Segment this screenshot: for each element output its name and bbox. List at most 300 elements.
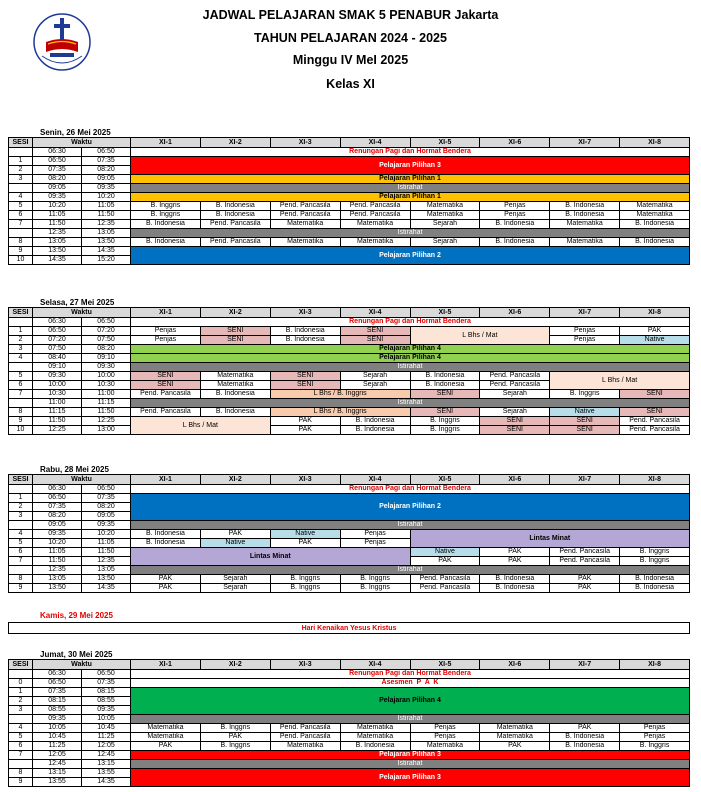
cell-subject: L Bhs / Mat — [131, 417, 271, 435]
cell-subject: SENI — [340, 336, 410, 345]
cell-start: 09:30 — [33, 372, 82, 381]
cell-start: 11:50 — [33, 557, 82, 566]
cell-subject: Native — [270, 530, 340, 539]
cell-start: 07:35 — [33, 503, 82, 512]
cell-end: 08:20 — [82, 166, 131, 175]
cell-subject: B. Inggris — [131, 211, 201, 220]
cell-subject: B. Indonesia — [620, 238, 690, 247]
cell-end: 09:05 — [82, 512, 131, 521]
cell-subject: B. Inggris — [410, 417, 480, 426]
cell-subject: Penjas — [131, 327, 201, 336]
cell-span: Pelajaran Pilihan 3 — [131, 157, 690, 175]
cell-end: 11:00 — [82, 390, 131, 399]
cell-start: 06:30 — [33, 485, 82, 494]
col-class: XI-6 — [480, 138, 550, 148]
cell-subject: SENI — [480, 417, 550, 426]
cell-subject: B. Inggris — [550, 390, 620, 399]
cell-subject: B. Indonesia — [200, 202, 270, 211]
cell-end: 08:20 — [82, 345, 131, 354]
cell-span: Renungan Pagi dan Hormat Bendera — [131, 318, 690, 327]
col-sesi: SESI — [9, 660, 33, 670]
cell-sesi — [9, 566, 33, 575]
cell-start: 10:05 — [33, 724, 82, 733]
col-class: XI-2 — [200, 475, 270, 485]
cell-start: 08:55 — [33, 706, 82, 715]
cell-end: 09:35 — [82, 706, 131, 715]
table-row — [9, 318, 690, 327]
cell-start: 11:05 — [33, 548, 82, 557]
cell-sesi: 2 — [9, 336, 33, 345]
cell-end: 12:45 — [82, 751, 131, 760]
cell-subject: SENI — [410, 390, 480, 399]
cell-span: Renungan Pagi dan Hormat Bendera — [131, 485, 690, 494]
cell-subject: B. Indonesia — [550, 733, 620, 742]
col-sesi: SESI — [9, 475, 33, 485]
cell-start: 07:20 — [33, 336, 82, 345]
col-waktu: Waktu — [33, 475, 131, 485]
col-class: XI-1 — [131, 660, 201, 670]
cell-sesi: 1 — [9, 494, 33, 503]
cell-subject: Matematika — [550, 238, 620, 247]
cell-subject: SENI — [550, 417, 620, 426]
col-class: XI-2 — [200, 308, 270, 318]
cell-sesi — [9, 485, 33, 494]
cell-span: Renungan Pagi dan Hormat Bendera — [131, 148, 690, 157]
cell-subject: Matematika — [550, 220, 620, 229]
title-year: TAHUN PELAJARAN 2024 - 2025 — [254, 31, 447, 45]
cell-end: 06:50 — [82, 670, 131, 679]
cell-subject: Matematika — [340, 220, 410, 229]
cell-subject: PAK — [550, 724, 620, 733]
table-row — [9, 670, 690, 679]
cell-span: Renungan Pagi dan Hormat Bendera — [131, 670, 690, 679]
cell-subject: Pend. Pancasila — [340, 202, 410, 211]
col-class: XI-7 — [550, 660, 620, 670]
table-row — [9, 390, 690, 399]
cell-start: 11:00 — [33, 399, 82, 408]
cell-subject: Native — [550, 408, 620, 417]
cell-sesi: 2 — [9, 697, 33, 706]
cell-end: 06:50 — [82, 148, 131, 157]
table-row — [9, 372, 690, 381]
cell-subject: B. Indonesia — [620, 584, 690, 593]
cell-start: 06:30 — [33, 318, 82, 327]
table-header — [9, 138, 690, 148]
cell-subject: SENI — [340, 327, 410, 336]
col-sesi: SESI — [9, 308, 33, 318]
col-class: XI-4 — [340, 308, 410, 318]
cell-subject: Matematika — [410, 742, 480, 751]
cell-subject: B. Indonesia — [340, 742, 410, 751]
cell-subject: Matematika — [270, 220, 340, 229]
cell-span: Istirahat — [131, 715, 690, 724]
cell-sesi: 7 — [9, 557, 33, 566]
cell-subject: Matematika — [200, 372, 270, 381]
table-row — [9, 327, 690, 336]
cell-subject: B. Inggris — [620, 548, 690, 557]
cell-span: Istirahat — [131, 566, 690, 575]
cell-subject: B. Indonesia — [131, 530, 201, 539]
table-row — [9, 202, 690, 211]
document-header — [0, 0, 701, 100]
table-row — [9, 760, 690, 769]
cell-end: 13:05 — [82, 229, 131, 238]
table-row — [9, 417, 690, 426]
cell-start: 10:45 — [33, 733, 82, 742]
table-row — [9, 247, 690, 256]
cell-sesi — [9, 521, 33, 530]
cell-start: 09:35 — [33, 193, 82, 202]
cell-subject: B. Indonesia — [340, 417, 410, 426]
cell-subject: PAK — [480, 742, 550, 751]
cell-subject: B. Indonesia — [200, 211, 270, 220]
cell-start: 10:30 — [33, 390, 82, 399]
table-row — [9, 494, 690, 503]
col-class: XI-8 — [620, 138, 690, 148]
cell-end: 10:05 — [82, 715, 131, 724]
col-class: XI-2 — [200, 660, 270, 670]
cell-sesi: 1 — [9, 157, 33, 166]
cell-end: 08:55 — [82, 697, 131, 706]
cell-start: 09:35 — [33, 530, 82, 539]
cell-subject: PAK — [550, 575, 620, 584]
cell-start: 06:50 — [33, 494, 82, 503]
cell-end: 09:35 — [82, 521, 131, 530]
cell-sesi: 5 — [9, 202, 33, 211]
col-class: XI-5 — [410, 138, 480, 148]
cell-subject: L Bhs / B. Inggris — [270, 408, 410, 417]
cell-sesi: 4 — [9, 530, 33, 539]
col-class: XI-8 — [620, 475, 690, 485]
col-class: XI-1 — [131, 308, 201, 318]
cell-sesi: 8 — [9, 238, 33, 247]
cell-subject: Native — [200, 539, 270, 548]
cell-span: Asesmen P A K — [131, 679, 690, 688]
cell-subject: L Bhs / Mat — [550, 372, 690, 390]
cell-subject: Sejarah — [340, 381, 410, 390]
cell-end: 07:35 — [82, 157, 131, 166]
table-header — [9, 475, 690, 485]
col-class: XI-4 — [340, 660, 410, 670]
col-class: XI-6 — [480, 475, 550, 485]
cell-end: 12:05 — [82, 742, 131, 751]
cell-sesi — [9, 148, 33, 157]
cell-subject: PAK — [620, 327, 690, 336]
cell-end: 14:35 — [82, 584, 131, 593]
cell-end: 10:00 — [82, 372, 131, 381]
table-row — [9, 751, 690, 760]
cell-subject: Matematika — [200, 381, 270, 390]
cell-subject: SENI — [200, 327, 270, 336]
col-class: XI-3 — [270, 138, 340, 148]
cell-subject: Pend. Pancasila — [131, 408, 201, 417]
table-row — [9, 733, 690, 742]
cell-end: 09:05 — [82, 175, 131, 184]
cell-subject: PAK — [270, 539, 340, 548]
cell-subject: B. Inggris — [340, 575, 410, 584]
cell-subject: PAK — [480, 548, 550, 557]
cell-sesi: 4 — [9, 354, 33, 363]
table-row — [9, 220, 690, 229]
col-class: XI-1 — [131, 475, 201, 485]
table-row — [9, 193, 690, 202]
col-waktu: Waktu — [33, 660, 131, 670]
cell-sesi: 1 — [9, 327, 33, 336]
cell-start: 13:50 — [33, 584, 82, 593]
cell-sesi: 9 — [9, 417, 33, 426]
cell-subject: Matematika — [270, 238, 340, 247]
table-row — [9, 148, 690, 157]
cell-subject: B. Indonesia — [550, 742, 620, 751]
cell-start: 09:35 — [33, 715, 82, 724]
cell-sesi: 8 — [9, 408, 33, 417]
table-row — [9, 575, 690, 584]
cell-subject: Lintas Minat — [131, 548, 411, 566]
cell-subject: PAK — [131, 575, 201, 584]
cell-subject: L Bhs / B. Inggris — [270, 390, 410, 399]
cell-subject: Matematika — [620, 211, 690, 220]
table-row — [9, 211, 690, 220]
cell-sesi: 7 — [9, 751, 33, 760]
cell-sesi: 6 — [9, 211, 33, 220]
cell-span: Pelajaran Pilihan 1 — [131, 193, 690, 202]
cell-start: 09:05 — [33, 521, 82, 530]
cell-sesi: 3 — [9, 512, 33, 521]
cell-subject: SENI — [200, 336, 270, 345]
table-row — [9, 229, 690, 238]
cell-subject: B. Inggris — [270, 575, 340, 584]
cell-subject: Penjas — [550, 327, 620, 336]
cell-sesi: 7 — [9, 390, 33, 399]
col-class: XI-3 — [270, 660, 340, 670]
schedule-rabu — [8, 474, 690, 593]
cell-start: 08:20 — [33, 175, 82, 184]
table-row — [9, 175, 690, 184]
cell-subject: Pend. Pancasila — [620, 426, 690, 435]
cell-subject: B. Indonesia — [620, 220, 690, 229]
cell-sesi: 5 — [9, 539, 33, 548]
col-class: XI-5 — [410, 308, 480, 318]
cell-sesi — [9, 715, 33, 724]
cell-span: Pelajaran Pilihan 2 — [131, 247, 690, 265]
table-row — [9, 742, 690, 751]
cell-end: 06:50 — [82, 318, 131, 327]
cell-subject: PAK — [270, 417, 340, 426]
cell-start: 06:30 — [33, 670, 82, 679]
cell-subject: SENI — [620, 408, 690, 417]
cell-start: 06:50 — [33, 327, 82, 336]
cell-subject: B. Indonesia — [200, 390, 270, 399]
cell-start: 13:50 — [33, 247, 82, 256]
cell-end: 13:00 — [82, 426, 131, 435]
cell-subject: B. Indonesia — [131, 220, 201, 229]
cell-subject: B. Inggris — [620, 557, 690, 566]
cell-subject: SENI — [410, 408, 480, 417]
title-school: JADWAL PELAJARAN SMAK 5 PENABUR Jakarta — [202, 8, 499, 22]
cell-subject: B. Indonesia — [480, 584, 550, 593]
col-class: XI-3 — [270, 308, 340, 318]
cell-subject: Lintas Minat — [410, 530, 690, 548]
cell-span: Istirahat — [131, 521, 690, 530]
cell-subject: L Bhs / Mat — [410, 327, 550, 345]
cell-subject: PAK — [270, 426, 340, 435]
cell-start: 10:20 — [33, 202, 82, 211]
cell-sesi: 3 — [9, 345, 33, 354]
cell-subject: SENI — [270, 381, 340, 390]
cell-start: 10:20 — [33, 539, 82, 548]
cell-sesi: 10 — [9, 426, 33, 435]
cell-end: 14:35 — [82, 778, 131, 787]
cell-end: 11:50 — [82, 211, 131, 220]
day-label-kamis: Kamis, 29 Mei 2025 — [40, 611, 113, 620]
cell-start: 14:35 — [33, 256, 82, 265]
cell-start: 12:05 — [33, 751, 82, 760]
cell-span: Pelajaran Pilihan 2 — [131, 494, 690, 521]
cell-subject: B. Inggris — [340, 584, 410, 593]
cell-subject: B. Indonesia — [550, 211, 620, 220]
cell-subject: Matematika — [340, 724, 410, 733]
cell-span: Istirahat — [131, 399, 690, 408]
col-class: XI-3 — [270, 475, 340, 485]
cell-start: 13:15 — [33, 769, 82, 778]
cell-end: 11:50 — [82, 408, 131, 417]
cell-span: Istirahat — [131, 363, 690, 372]
cell-subject: Sejarah — [200, 575, 270, 584]
cell-subject: Pend. Pancasila — [200, 220, 270, 229]
cell-end: 12:35 — [82, 557, 131, 566]
cell-subject: Penjas — [131, 336, 201, 345]
cell-span: Pelajaran Pilihan 4 — [131, 345, 690, 354]
cell-sesi — [9, 229, 33, 238]
table-row — [9, 769, 690, 778]
cell-subject: SENI — [270, 372, 340, 381]
col-class: XI-6 — [480, 660, 550, 670]
table-row — [9, 408, 690, 417]
cell-subject: Matematika — [340, 238, 410, 247]
cell-sesi: 3 — [9, 175, 33, 184]
cell-subject: Pend. Pancasila — [340, 211, 410, 220]
col-class: XI-4 — [340, 475, 410, 485]
cell-subject: Matematika — [131, 724, 201, 733]
cell-start: 11:05 — [33, 211, 82, 220]
cell-sesi: 2 — [9, 503, 33, 512]
table-row — [9, 238, 690, 247]
cell-start: 07:50 — [33, 345, 82, 354]
cell-end: 07:35 — [82, 494, 131, 503]
cell-end: 10:20 — [82, 193, 131, 202]
cell-subject: Matematika — [480, 733, 550, 742]
cell-span: Pelajaran Pilihan 3 — [131, 769, 690, 787]
cell-end: 11:25 — [82, 733, 131, 742]
cell-end: 08:15 — [82, 688, 131, 697]
cell-subject: B. Inggris — [200, 742, 270, 751]
cell-subject: Matematika — [410, 202, 480, 211]
cell-end: 12:25 — [82, 417, 131, 426]
cell-subject: B. Inggris — [620, 742, 690, 751]
cell-sesi: 9 — [9, 584, 33, 593]
table-row — [9, 399, 690, 408]
cell-subject: Penjas — [410, 724, 480, 733]
cell-subject: SENI — [550, 426, 620, 435]
cell-subject: B. Indonesia — [410, 372, 480, 381]
cell-end: 15:20 — [82, 256, 131, 265]
day-label-senin: Senin, 26 Mei 2025 — [40, 128, 111, 137]
col-class: XI-2 — [200, 138, 270, 148]
cell-start: 08:40 — [33, 354, 82, 363]
table-row — [9, 548, 690, 557]
cell-end: 13:55 — [82, 769, 131, 778]
cell-start: 12:35 — [33, 229, 82, 238]
cell-start: 09:05 — [33, 184, 82, 193]
cell-sesi: 10 — [9, 256, 33, 265]
table-row — [9, 584, 690, 593]
cell-end: 10:45 — [82, 724, 131, 733]
cell-subject: Sejarah — [340, 372, 410, 381]
cell-end: 13:15 — [82, 760, 131, 769]
cell-start: 07:35 — [33, 688, 82, 697]
cell-subject: Pend. Pancasila — [270, 211, 340, 220]
title-week: Minggu IV MeI 2025 — [292, 53, 409, 67]
col-sesi: SESI — [9, 138, 33, 148]
cell-end: 09:35 — [82, 184, 131, 193]
cell-subject: B. Indonesia — [270, 336, 340, 345]
table-row — [9, 715, 690, 724]
cell-subject: SENI — [131, 372, 201, 381]
cell-subject: B. Inggris — [270, 584, 340, 593]
cell-subject: Penjas — [620, 724, 690, 733]
table-row — [9, 426, 690, 435]
col-class: XI-7 — [550, 308, 620, 318]
cell-sesi — [9, 318, 33, 327]
col-class: XI-1 — [131, 138, 201, 148]
cell-start: 06:30 — [33, 148, 82, 157]
table-row — [9, 530, 690, 539]
cell-subject: Penjas — [550, 336, 620, 345]
schedule-senin — [8, 137, 690, 265]
col-class: XI-7 — [550, 138, 620, 148]
cell-subject: Pend. Pancasila — [620, 417, 690, 426]
table-row — [9, 521, 690, 530]
cell-end: 11:05 — [82, 539, 131, 548]
cell-subject: Native — [620, 336, 690, 345]
cell-subject: Matematika — [131, 733, 201, 742]
cell-end: 08:20 — [82, 503, 131, 512]
day-label-selasa: Selasa, 27 Mei 2025 — [40, 298, 115, 307]
cell-subject: B. Indonesia — [410, 381, 480, 390]
cell-subject: B. Indonesia — [550, 202, 620, 211]
table-row — [9, 688, 690, 697]
cell-start: 13:05 — [33, 238, 82, 247]
cell-sesi: 1 — [9, 688, 33, 697]
cell-end: 07:50 — [82, 336, 131, 345]
table-row — [9, 679, 690, 688]
cell-sesi — [9, 363, 33, 372]
cell-span: Istirahat — [131, 229, 690, 238]
cell-subject: B. Inggris — [200, 724, 270, 733]
cell-start: 09:10 — [33, 363, 82, 372]
cell-subject: Pend. Pancasila — [131, 390, 201, 399]
table-row — [9, 336, 690, 345]
cell-subject: B. Indonesia — [340, 426, 410, 435]
cell-end: 14:35 — [82, 247, 131, 256]
cell-end: 09:30 — [82, 363, 131, 372]
cell-subject: Sejarah — [200, 584, 270, 593]
table-row — [9, 724, 690, 733]
cell-subject: SENI — [131, 381, 201, 390]
cell-span: Pelajaran Pilihan 3 — [131, 751, 690, 760]
col-class: XI-7 — [550, 475, 620, 485]
table-header — [9, 308, 690, 318]
